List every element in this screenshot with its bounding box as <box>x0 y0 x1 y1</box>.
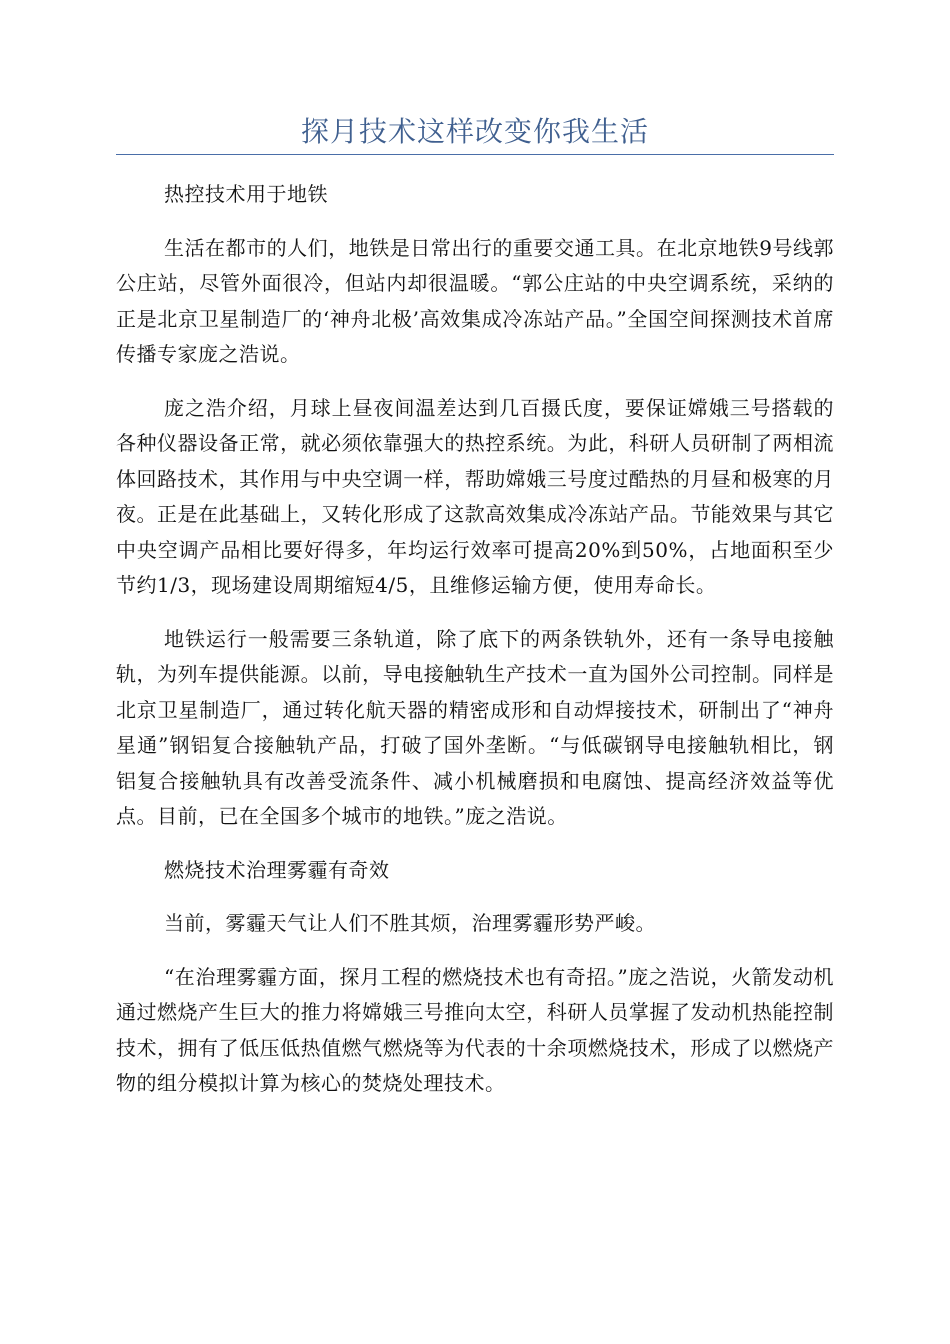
paragraph-smog-intro: 当前，雾霾天气让人们不胜其烦，治理雾霾形势严峻。 <box>164 911 656 935</box>
paragraph-subway-intro: 生活在都市的人们，地铁是日常出行的重要交通工具。在北京地铁9号线郭公庄站，尽管外面很冷，但站内却很温暖。“郭公庄站的中央空调系统，采纳的正是北京卫星制造厂的‘神舟北极’高效集成冷冻站产品。”全国空间探测技术首席传播专家庞之浩说。 <box>116 235 834 366</box>
paragraph-thermal-control: 庞之浩介绍，月球上昼夜间温差达到几百摄氏度，要保证嫦娥三号搭载的各种仪器设备正常，就必须依靠强大的热控系统。为此，科研人员研制了两相流体回路技术，其作用与中央空调一样，帮助嫦娥三号度过酷热的月昼和极寒的月夜。正是在此基础上，又转化形成了这款高效集成冷冻站产品。节能效果与其它中央空调产品相比要好得多，年均运行效率可提高20%到50%，占地面积至少节约1/3，现场建设周期缩短4/5，且维修运输方便，使用寿命长。 <box>116 395 834 597</box>
paragraph-combustion: “在治理雾霾方面，探月工程的燃烧技术也有奇招。”庞之浩说，火箭发动机通过燃烧产生巨大的推力将嫦娥三号推向太空，科研人员掌握了发动机热能控制技术，拥有了低压低热值燃气燃烧等为代表的十余项燃烧技术，形成了以燃烧产物的组分模拟计算为核心的焚烧处理技术。 <box>116 964 834 1095</box>
paragraph-contact-rail: 地铁运行一般需要三条轨道，除了底下的两条铁轨外，还有一条导电接触轨，为列车提供能源。以前，导电接触轨生产技术一直为国外公司控制。同样是北京卫星制造厂，通过转化航天器的精密成形和自动焊接技术，研制出了“神舟星通”钢铝复合接触轨产品，打破了国外垄断。“与低碳钢导电接触轨相比，钢铝复合接触轨具有改善受流条件、减小机械磨损和电腐蚀、提高经济效益等优点。目前，已在全国多个城市的地铁。”庞之浩说。 <box>116 626 834 828</box>
document-title: 探月技术这样改变你我生活 <box>116 112 834 155</box>
document-page <box>116 112 834 1120</box>
document-body <box>116 177 834 1102</box>
section-heading-subway: 热控技术用于地铁 <box>164 182 328 206</box>
section-heading-smog: 燃烧技术治理雾霾有奇效 <box>164 857 390 882</box>
